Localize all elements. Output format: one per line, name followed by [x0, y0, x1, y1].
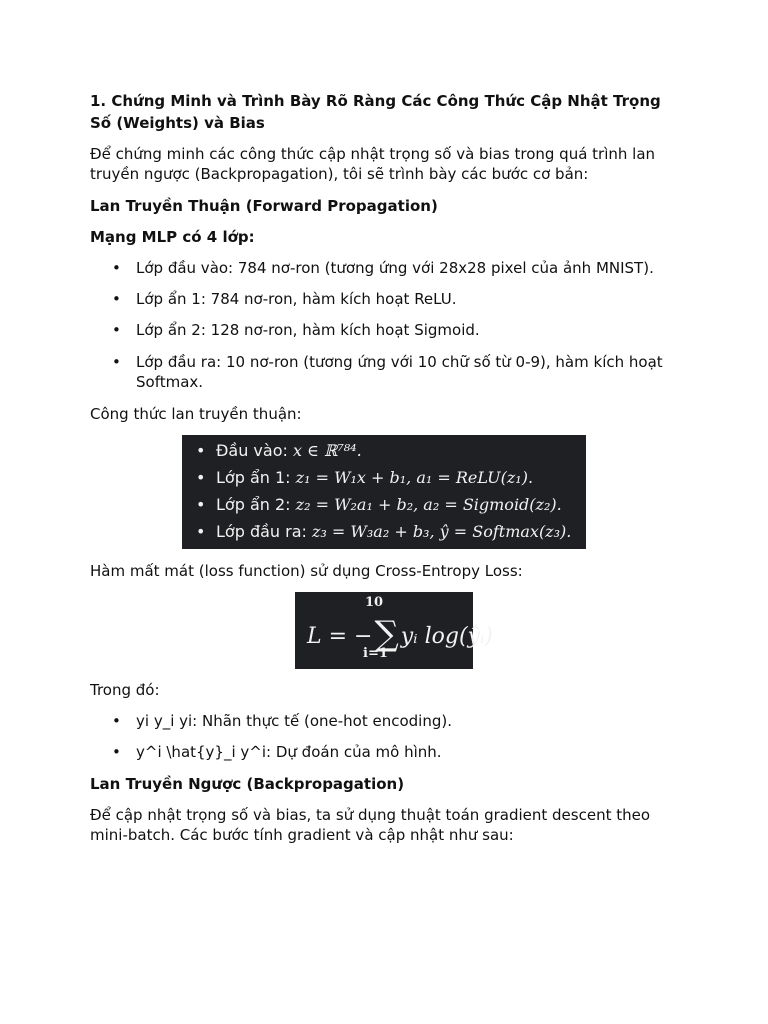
bullet-glyph: •: [112, 743, 121, 761]
formula-bullet: •: [196, 441, 206, 460]
section-heading-line2: Số (Weights) và Bias: [90, 114, 265, 132]
loss-formula-image: [295, 592, 493, 669]
formula-label: Đầu vào:: [216, 441, 288, 460]
where-label: Trong đó:: [90, 681, 160, 699]
formula-line-input: [196, 441, 362, 461]
formula-line-hidden1: [196, 468, 533, 488]
formula-label: Lớp đầu ra:: [216, 522, 307, 541]
formula-bullet: •: [196, 468, 206, 487]
formula-line-output: [196, 522, 571, 542]
formula-line-hidden2: [196, 495, 562, 515]
layer-item-output: Lớp đầu ra: 10 nơ-ron (tương ứng với 10 chữ số từ 0-9), hàm kích hoạt: [136, 353, 663, 371]
bullet-glyph: •: [112, 290, 121, 308]
sum-lower-limit: i=1: [363, 646, 388, 661]
sigma-symbol: ∑: [374, 614, 399, 654]
layer-item-input: Lớp đầu vào: 784 nơ-ron (tương ứng với 28x28 pixel của ảnh MNIST).: [136, 259, 654, 277]
layer-item-hidden1: Lớp ẩn 1: 784 nơ-ron, hàm kích hoạt ReLU.: [136, 290, 457, 308]
loss-intro: Hàm mất mát (loss function) sử dụng Cross-Entropy Loss:: [90, 562, 523, 580]
definition-true-label: yi y_i yi: Nhãn thực tế (one-hot encoding).: [136, 712, 452, 730]
formula-expression: z₃ = W₃a₂ + b₃, ŷ = Softmax(z₃).: [312, 522, 572, 541]
backprop-intro-line1: Để cập nhật trọng số và bias, ta sử dụng thuật toán gradient descent theo: [90, 806, 651, 824]
formula-expression: z₁ = W₁x + b₁, a₁ = ReLU(z₁).: [295, 468, 534, 487]
formula-bullet: •: [196, 495, 206, 514]
layer-item-output-continuation: Softmax.: [136, 373, 204, 391]
sum-upper-limit: 10: [365, 595, 384, 610]
forward-formula-image: [182, 435, 586, 549]
section-heading-line1: 1. Chứng Minh và Trình Bày Rõ Ràng Các Công Thức Cập Nhật Trọng: [90, 92, 661, 110]
definition-prediction: y^i \hat{y}_i y^i: Dự đoán của mô hình.: [136, 743, 442, 761]
mlp-heading: Mạng MLP có 4 lớp:: [90, 228, 255, 246]
bullet-glyph: •: [112, 353, 121, 371]
formula-expression: z₂ = W₂a₁ + b₂, a₂ = Sigmoid(z₂).: [295, 495, 562, 514]
layer-item-hidden2: Lớp ẩn 2: 128 nơ-ron, hàm kích hoạt Sigmoid.: [136, 321, 480, 339]
formula-label: Lớp ẩn 1:: [216, 468, 291, 487]
backprop-intro-line2: mini-batch. Các bước tính gradient và cập nhật như sau:: [90, 826, 514, 844]
formula-label: Lớp ẩn 2:: [216, 495, 291, 514]
forward-formula-label: Công thức lan truyền thuận:: [90, 405, 302, 423]
bullet-glyph: •: [112, 712, 121, 730]
loss-body: yᵢ log(ŷᵢ): [400, 624, 493, 649]
formula-expression: x ∈ ℝ⁷⁸⁴.: [292, 441, 362, 460]
backprop-heading: Lan Truyền Ngược (Backpropagation): [90, 775, 405, 793]
intro-line2: truyền ngược (Backpropagation), tôi sẽ trình bày các bước cơ bản:: [90, 165, 589, 183]
bullet-glyph: •: [112, 259, 121, 277]
formula-bullet: •: [196, 522, 206, 541]
forward-heading: Lan Truyền Thuận (Forward Propagation): [90, 197, 438, 215]
intro-line1: Để chứng minh các công thức cập nhật trọng số và bias trong quá trình lan: [90, 145, 656, 163]
bullet-glyph: •: [112, 321, 121, 339]
loss-lhs: L = −: [307, 624, 373, 649]
